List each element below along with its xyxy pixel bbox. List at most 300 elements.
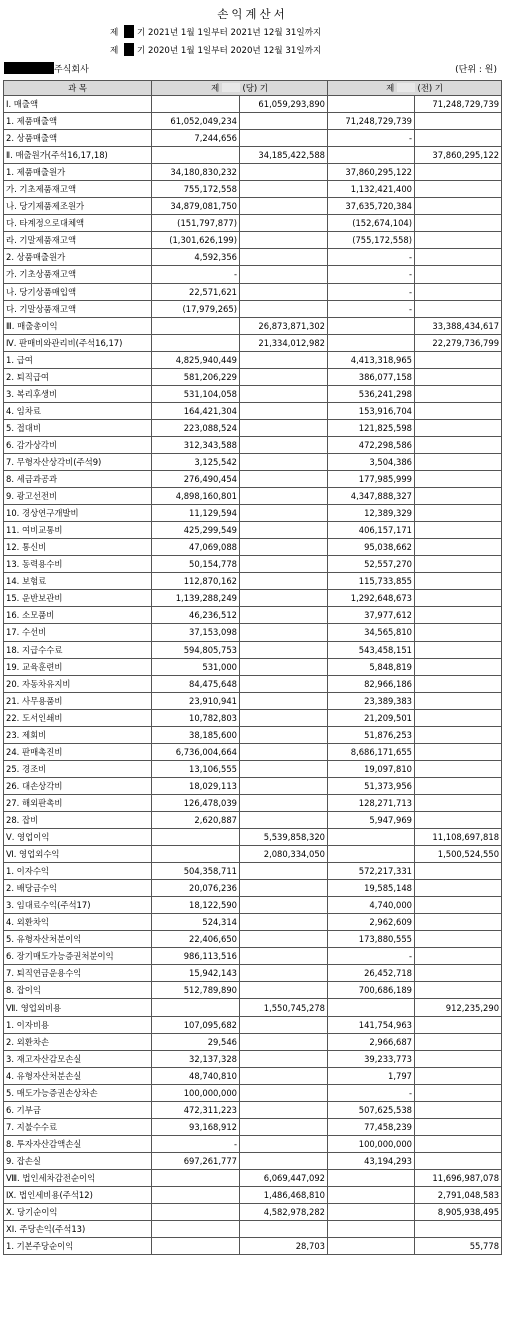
prior-detail: 39,233,773 <box>328 1050 415 1067</box>
current-detail <box>152 829 240 846</box>
prior-total <box>415 556 502 573</box>
redacted-term-number <box>124 25 134 38</box>
account-name: 2. 상품매출액 <box>4 130 152 147</box>
table-row <box>4 692 502 709</box>
current-detail: 22,571,621 <box>152 283 240 300</box>
prior-total <box>415 1221 502 1238</box>
prior-detail: 115,733,855 <box>328 573 415 590</box>
account-name: 19. 교육훈련비 <box>4 658 152 675</box>
current-total <box>240 880 328 897</box>
unit-label: (단위 : 원) <box>455 65 497 75</box>
table-row <box>4 982 502 999</box>
account-name: 13. 동력용수비 <box>4 556 152 573</box>
current-detail: 3,125,542 <box>152 453 240 470</box>
current-total <box>240 931 328 948</box>
prior-detail: (755,172,558) <box>328 232 415 249</box>
prior-total <box>415 794 502 811</box>
current-detail <box>152 846 240 863</box>
table-row <box>4 1101 502 1118</box>
prior-detail: 71,248,729,739 <box>328 113 415 130</box>
prior-total <box>415 1050 502 1067</box>
account-name: 라. 기말제품재고액 <box>4 232 152 249</box>
account-name: Ⅷ. 법인세차감전순이익 <box>4 1169 152 1186</box>
table-row <box>4 130 502 147</box>
table-row <box>4 1084 502 1101</box>
table-row <box>4 709 502 726</box>
current-total <box>240 914 328 931</box>
prior-total <box>415 880 502 897</box>
header-current-prefix: 제 <box>211 83 220 93</box>
prior-detail <box>328 1238 415 1255</box>
current-total <box>240 777 328 794</box>
current-total <box>240 351 328 368</box>
prior-detail <box>328 147 415 164</box>
current-detail: 126,478,039 <box>152 794 240 811</box>
account-name: Ⅳ. 판매비와관리비(주석16,17) <box>4 334 152 351</box>
account-name: 16. 소모품비 <box>4 607 152 624</box>
prior-total <box>415 198 502 215</box>
account-name: 28. 잡비 <box>4 811 152 828</box>
prior-total <box>415 777 502 794</box>
table-row <box>4 1238 502 1255</box>
prior-detail: 21,209,501 <box>328 709 415 726</box>
current-total <box>240 232 328 249</box>
prior-detail: 128,271,713 <box>328 794 415 811</box>
table-row <box>4 113 502 130</box>
current-total <box>240 1152 328 1169</box>
prior-detail <box>328 846 415 863</box>
current-detail: 84,475,648 <box>152 675 240 692</box>
table-row <box>4 402 502 419</box>
account-name: Ⅴ. 영업이익 <box>4 829 152 846</box>
current-total <box>240 590 328 607</box>
current-total: 2,080,334,050 <box>240 846 328 863</box>
table-row <box>4 1067 502 1084</box>
account-name: 4. 외환차익 <box>4 914 152 931</box>
table-row <box>4 368 502 385</box>
current-detail: 18,122,590 <box>152 897 240 914</box>
prior-total <box>415 863 502 880</box>
prior-total <box>415 232 502 249</box>
table-row <box>4 897 502 914</box>
period-prefix: 제 <box>110 28 119 38</box>
prior-total <box>415 760 502 777</box>
table-row <box>4 658 502 675</box>
account-name: Ⅲ. 매출총이익 <box>4 317 152 334</box>
prior-detail: - <box>328 266 415 283</box>
prior-detail: - <box>328 249 415 266</box>
account-name: Ⅶ. 영업외비용 <box>4 999 152 1016</box>
table-row <box>4 1204 502 1221</box>
account-name: 8. 잡이익 <box>4 982 152 999</box>
prior-detail: 141,754,963 <box>328 1016 415 1033</box>
current-detail: 29,546 <box>152 1033 240 1050</box>
prior-detail: 4,413,318,965 <box>328 351 415 368</box>
current-detail <box>152 96 240 113</box>
header-prior-period <box>328 81 502 96</box>
current-detail: 10,782,803 <box>152 709 240 726</box>
prior-detail: 5,947,969 <box>328 811 415 828</box>
current-total: 4,582,978,282 <box>240 1204 328 1221</box>
account-name: 26. 대손상각비 <box>4 777 152 794</box>
prior-total <box>415 215 502 232</box>
table-row <box>4 1118 502 1135</box>
prior-total: 71,248,729,739 <box>415 96 502 113</box>
table-row <box>4 522 502 539</box>
current-total <box>240 743 328 760</box>
prior-detail: 543,458,151 <box>328 641 415 658</box>
prior-detail: 37,977,612 <box>328 607 415 624</box>
current-total <box>240 300 328 317</box>
account-name: Ⅰ. 매출액 <box>4 96 152 113</box>
account-name: 14. 보험료 <box>4 573 152 590</box>
table-row <box>4 1169 502 1186</box>
prior-detail: - <box>328 130 415 147</box>
prior-total <box>415 897 502 914</box>
table-row <box>4 181 502 198</box>
current-detail: 50,154,778 <box>152 556 240 573</box>
table-row <box>4 539 502 556</box>
table-row <box>4 999 502 1016</box>
prior-detail: 1,797 <box>328 1067 415 1084</box>
current-detail: 223,088,524 <box>152 419 240 436</box>
table-row <box>4 641 502 658</box>
prior-total <box>415 948 502 965</box>
prior-total <box>415 965 502 982</box>
account-name: 21. 사무용품비 <box>4 692 152 709</box>
current-total <box>240 658 328 675</box>
account-name: 8. 투자자산감액손실 <box>4 1135 152 1152</box>
table-row <box>4 453 502 470</box>
prior-total: 912,235,290 <box>415 999 502 1016</box>
current-total: 21,334,012,982 <box>240 334 328 351</box>
current-detail: 112,870,162 <box>152 573 240 590</box>
current-detail: 34,180,830,232 <box>152 164 240 181</box>
prior-detail: 536,241,298 <box>328 385 415 402</box>
current-detail <box>152 1238 240 1255</box>
prior-detail: 153,916,704 <box>328 402 415 419</box>
account-name: 1. 이자비용 <box>4 1016 152 1033</box>
current-detail <box>152 1204 240 1221</box>
current-detail: - <box>152 1135 240 1152</box>
account-name: 나. 당기제품제조원가 <box>4 198 152 215</box>
current-total: 28,703 <box>240 1238 328 1255</box>
prior-detail: 82,966,186 <box>328 675 415 692</box>
current-period <box>110 25 321 38</box>
table-row <box>4 1033 502 1050</box>
current-total <box>240 1101 328 1118</box>
prior-total <box>415 1135 502 1152</box>
current-detail <box>152 334 240 351</box>
table-row <box>4 675 502 692</box>
current-detail: 4,592,356 <box>152 249 240 266</box>
current-total <box>240 641 328 658</box>
current-detail: 6,736,004,664 <box>152 743 240 760</box>
account-name: 다. 기말상품재고액 <box>4 300 152 317</box>
prior-total: 2,791,048,583 <box>415 1187 502 1204</box>
account-name: 2. 퇴직급여 <box>4 368 152 385</box>
current-detail: 61,052,049,234 <box>152 113 240 130</box>
prior-total <box>415 931 502 948</box>
current-detail: (151,797,877) <box>152 215 240 232</box>
table-row <box>4 334 502 351</box>
table-row <box>4 590 502 607</box>
prior-detail: 5,848,819 <box>328 658 415 675</box>
current-total <box>240 863 328 880</box>
current-detail: 531,000 <box>152 658 240 675</box>
current-total: 34,185,422,588 <box>240 147 328 164</box>
current-total: 61,059,293,890 <box>240 96 328 113</box>
prior-total <box>415 164 502 181</box>
account-name: 22. 도서인쇄비 <box>4 709 152 726</box>
current-detail <box>152 1187 240 1204</box>
table-row <box>4 811 502 828</box>
header-account: 과 목 <box>4 81 152 96</box>
prior-total <box>415 658 502 675</box>
prior-total <box>415 368 502 385</box>
current-total <box>240 164 328 181</box>
current-total <box>240 505 328 522</box>
current-detail <box>152 317 240 334</box>
current-total <box>240 948 328 965</box>
prior-total <box>415 385 502 402</box>
table-row <box>4 794 502 811</box>
prior-total <box>415 590 502 607</box>
current-detail <box>152 1221 240 1238</box>
table-row <box>4 1016 502 1033</box>
current-detail: 37,153,098 <box>152 624 240 641</box>
current-total <box>240 488 328 505</box>
prior-detail: 472,298,586 <box>328 436 415 453</box>
account-name: 6. 기부금 <box>4 1101 152 1118</box>
current-detail: 34,879,081,750 <box>152 198 240 215</box>
prior-detail: 23,389,383 <box>328 692 415 709</box>
current-total <box>240 453 328 470</box>
current-total <box>240 266 328 283</box>
table-body <box>4 96 502 1255</box>
prior-detail <box>328 1169 415 1186</box>
prior-total <box>415 624 502 641</box>
current-detail: 13,106,555 <box>152 760 240 777</box>
prior-detail: - <box>328 1084 415 1101</box>
account-name: 7. 무형자산상각비(주석9) <box>4 453 152 470</box>
current-total <box>240 573 328 590</box>
prior-total <box>415 453 502 470</box>
current-detail: 504,358,711 <box>152 863 240 880</box>
prior-total <box>415 1067 502 1084</box>
table-row <box>4 914 502 931</box>
prior-total <box>415 283 502 300</box>
prior-total <box>415 1033 502 1050</box>
prior-total <box>415 811 502 828</box>
table-row <box>4 760 502 777</box>
table-row <box>4 573 502 590</box>
current-detail: 524,314 <box>152 914 240 931</box>
current-detail: 100,000,000 <box>152 1084 240 1101</box>
current-detail <box>152 147 240 164</box>
redacted-term <box>222 83 240 92</box>
current-total <box>240 726 328 743</box>
prior-total <box>415 914 502 931</box>
prior-detail: 177,985,999 <box>328 471 415 488</box>
prior-total <box>415 709 502 726</box>
prior-total <box>415 641 502 658</box>
account-name: Ⅹ. 당기순이익 <box>4 1204 152 1221</box>
current-detail: 32,137,328 <box>152 1050 240 1067</box>
prior-detail: 95,038,662 <box>328 539 415 556</box>
current-total <box>240 215 328 232</box>
prior-total <box>415 266 502 283</box>
account-name: 5. 매도가능증권손상차손 <box>4 1084 152 1101</box>
table-row <box>4 863 502 880</box>
table-row <box>4 351 502 368</box>
current-total <box>240 675 328 692</box>
current-detail: 512,789,890 <box>152 982 240 999</box>
account-name: 3. 임대료수익(주석17) <box>4 897 152 914</box>
current-total <box>240 385 328 402</box>
prior-detail <box>328 1221 415 1238</box>
account-name: 2. 배당금수익 <box>4 880 152 897</box>
current-total <box>240 283 328 300</box>
account-name: 20. 자동차유지비 <box>4 675 152 692</box>
current-total <box>240 794 328 811</box>
prior-total: 11,696,987,078 <box>415 1169 502 1186</box>
current-total <box>240 556 328 573</box>
current-detail: 425,299,549 <box>152 522 240 539</box>
current-detail: 38,185,600 <box>152 726 240 743</box>
table-row <box>4 488 502 505</box>
account-name: 2. 상품매출원가 <box>4 249 152 266</box>
current-total: 1,486,468,810 <box>240 1187 328 1204</box>
table-row <box>4 777 502 794</box>
account-name: 15. 운반보관비 <box>4 590 152 607</box>
current-detail: 312,343,588 <box>152 436 240 453</box>
table-row <box>4 1152 502 1169</box>
prior-detail: 572,217,331 <box>328 863 415 880</box>
prior-detail: 1,292,648,673 <box>328 590 415 607</box>
account-name: 가. 기초제품재고액 <box>4 181 152 198</box>
table-row <box>4 743 502 760</box>
table-row <box>4 232 502 249</box>
prior-detail <box>328 999 415 1016</box>
prior-total <box>415 743 502 760</box>
prior-total <box>415 1118 502 1135</box>
account-name: 3. 재고자산감모손실 <box>4 1050 152 1067</box>
account-name: 1. 급여 <box>4 351 152 368</box>
prior-detail: 507,625,538 <box>328 1101 415 1118</box>
header-current-period <box>152 81 328 96</box>
prior-detail: 100,000,000 <box>328 1135 415 1152</box>
account-name: 9. 잡손실 <box>4 1152 152 1169</box>
current-total: 5,539,858,320 <box>240 829 328 846</box>
account-name: Ⅸ. 법인세비용(주석12) <box>4 1187 152 1204</box>
prior-detail: 43,194,293 <box>328 1152 415 1169</box>
current-detail: 276,490,454 <box>152 471 240 488</box>
prior-total <box>415 1101 502 1118</box>
current-detail: 23,910,941 <box>152 692 240 709</box>
current-total <box>240 1135 328 1152</box>
account-name: 나. 당기상품매입액 <box>4 283 152 300</box>
table-row <box>4 266 502 283</box>
current-total <box>240 624 328 641</box>
account-name: 7. 퇴직연금운용수익 <box>4 965 152 982</box>
prior-total <box>415 539 502 556</box>
account-name: 4. 유형자산처분손실 <box>4 1067 152 1084</box>
prior-total <box>415 436 502 453</box>
table-row <box>4 624 502 641</box>
current-detail: 7,244,656 <box>152 130 240 147</box>
current-detail: 4,825,940,449 <box>152 351 240 368</box>
redacted-term <box>397 83 415 92</box>
account-name: 25. 경조비 <box>4 760 152 777</box>
table-row <box>4 385 502 402</box>
current-total <box>240 249 328 266</box>
table-row <box>4 1187 502 1204</box>
table-row <box>4 829 502 846</box>
current-total <box>240 1084 328 1101</box>
current-total <box>240 607 328 624</box>
current-total <box>240 1221 328 1238</box>
current-detail: 755,172,558 <box>152 181 240 198</box>
account-name: 6. 감가상각비 <box>4 436 152 453</box>
prior-total <box>415 181 502 198</box>
current-detail: 48,740,810 <box>152 1067 240 1084</box>
current-detail: 11,129,594 <box>152 505 240 522</box>
prior-detail <box>328 96 415 113</box>
account-name: 다. 타계정으로대체액 <box>4 215 152 232</box>
table-row <box>4 726 502 743</box>
prior-detail: 19,585,148 <box>328 880 415 897</box>
prior-detail: - <box>328 300 415 317</box>
table-row <box>4 880 502 897</box>
account-name: 2. 외환차손 <box>4 1033 152 1050</box>
prior-detail: 4,347,888,327 <box>328 488 415 505</box>
current-total <box>240 1118 328 1135</box>
current-detail: 1,139,288,249 <box>152 590 240 607</box>
prior-detail: 52,557,270 <box>328 556 415 573</box>
period-text: 기 2021년 1월 1일부터 2021년 12월 31일까지 <box>137 28 322 38</box>
current-total <box>240 1067 328 1084</box>
current-total <box>240 1050 328 1067</box>
account-name: 1. 제품매출액 <box>4 113 152 130</box>
account-name: 9. 광고선전비 <box>4 488 152 505</box>
current-detail: 697,261,777 <box>152 1152 240 1169</box>
table-row <box>4 556 502 573</box>
prior-detail: 12,389,329 <box>328 505 415 522</box>
table-row <box>4 607 502 624</box>
prior-total <box>415 692 502 709</box>
prior-detail: 1,132,421,400 <box>328 181 415 198</box>
current-detail: 531,104,058 <box>152 385 240 402</box>
current-total <box>240 760 328 777</box>
account-name: ⅩⅠ. 주당손익(주석13) <box>4 1221 152 1238</box>
table-row <box>4 147 502 164</box>
account-name: 1. 기본주당순이익 <box>4 1238 152 1255</box>
prior-total <box>415 113 502 130</box>
account-name: 8. 세금과공과 <box>4 471 152 488</box>
current-total: 6,069,447,092 <box>240 1169 328 1186</box>
prior-detail: 406,157,171 <box>328 522 415 539</box>
prior-detail: 2,966,687 <box>328 1033 415 1050</box>
account-name: Ⅵ. 영업외수익 <box>4 846 152 863</box>
prior-detail: 173,880,555 <box>328 931 415 948</box>
account-name: 5. 유형자산처분이익 <box>4 931 152 948</box>
current-total <box>240 539 328 556</box>
prior-total <box>415 300 502 317</box>
table-row <box>4 1221 502 1238</box>
table-row <box>4 965 502 982</box>
table-row <box>4 317 502 334</box>
